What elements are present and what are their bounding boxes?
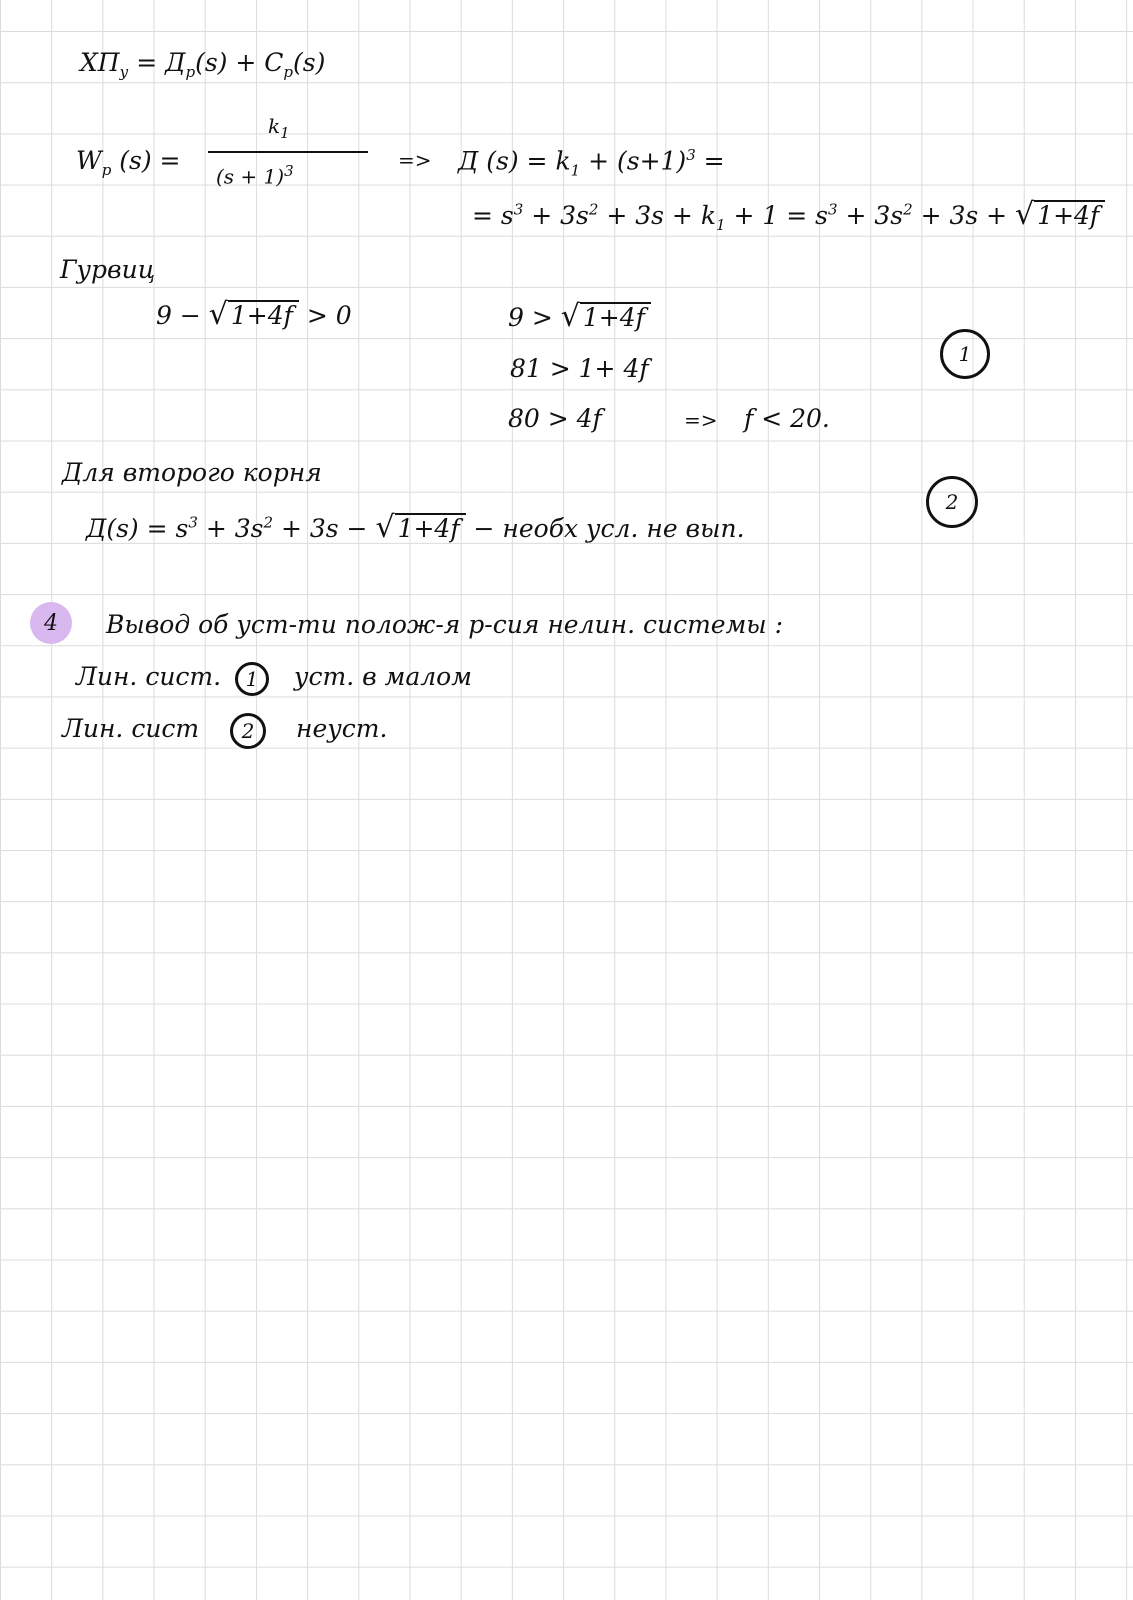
tf-w-rest: (s) = xyxy=(119,146,181,175)
conclusion-row-1-label: Лин. сист. xyxy=(76,662,222,691)
tf-denominator: $(s + 1)^3$ xyxy=(216,162,294,189)
hurwitz-title: Гурвиц xyxy=(60,255,156,284)
tf-lhs xyxy=(76,148,181,178)
conclusion-row-2-circle: 2 xyxy=(230,713,266,749)
chp-lhs-sub: у xyxy=(119,63,129,81)
d-expression: Д $(s) = k_1 + (s+1)^3$ = xyxy=(458,146,725,180)
conclusion-row-2-text: неуст. xyxy=(296,714,388,743)
chp-rhs2: (s) + C xyxy=(195,48,284,77)
hurwitz-step-3: 80 > 4f xyxy=(508,404,602,433)
hurwitz-step-3-result: f < 20. xyxy=(744,404,830,433)
hurwitz-step-3-implies: => xyxy=(684,408,718,432)
sqrt-icon: √ xyxy=(1015,197,1035,232)
section-number-badge: 4 xyxy=(30,602,72,644)
chp-rhs: = Д xyxy=(136,48,186,77)
hurwitz-step-1: 9 > √ 1+4f xyxy=(508,302,651,332)
expansion-sqrt: 1+4f xyxy=(1034,200,1105,228)
expansion-line: = $s^3 + 3s^2 + 3s + k_1 + 1 = s^3 + 3s^2 + 3s$ + √ 1+4f xyxy=(472,200,1105,233)
chp-rhs2-sub: p xyxy=(283,63,294,81)
tf-w: W xyxy=(76,146,102,175)
chp-rhs-sub: р xyxy=(185,63,196,81)
second-root-title: Для второго корня xyxy=(62,458,322,487)
conclusion-row-1-text: уст. в малом xyxy=(294,662,472,691)
characteristic-polynomial-line xyxy=(80,50,325,80)
conclusion-row-2-label: Лин. сист xyxy=(62,714,200,743)
hurwitz-condition: 9 − √ 1+4f > 0 xyxy=(156,297,352,332)
chp-rhs3: (s) xyxy=(293,48,326,77)
root-2-circle: 2 xyxy=(926,476,978,528)
sqrt-icon: √ xyxy=(208,297,228,332)
sqrt-icon: √ xyxy=(560,299,580,334)
tf-numerator: $k_1$ xyxy=(268,114,290,142)
root-1-circle: 1 xyxy=(940,329,990,379)
conclusion-row-1-circle: 1 xyxy=(235,662,269,696)
hurwitz-step-2: 81 > 1+ 4f xyxy=(510,354,649,383)
tf-fraction-bar xyxy=(208,151,368,153)
tf-implies: => xyxy=(398,148,432,172)
conclusion-title: Вывод об уст-ти полож-я р-сия нелин. системы : xyxy=(106,610,784,639)
chp-lhs: ХП xyxy=(80,48,120,77)
tf-w-sub: p xyxy=(101,161,112,179)
second-root-expression: $Д(s) = s^3 + 3s^2 + 3s$ − √ 1+4f − необх усл. не вып. xyxy=(86,510,745,545)
sqrt-icon: √ xyxy=(375,510,395,545)
